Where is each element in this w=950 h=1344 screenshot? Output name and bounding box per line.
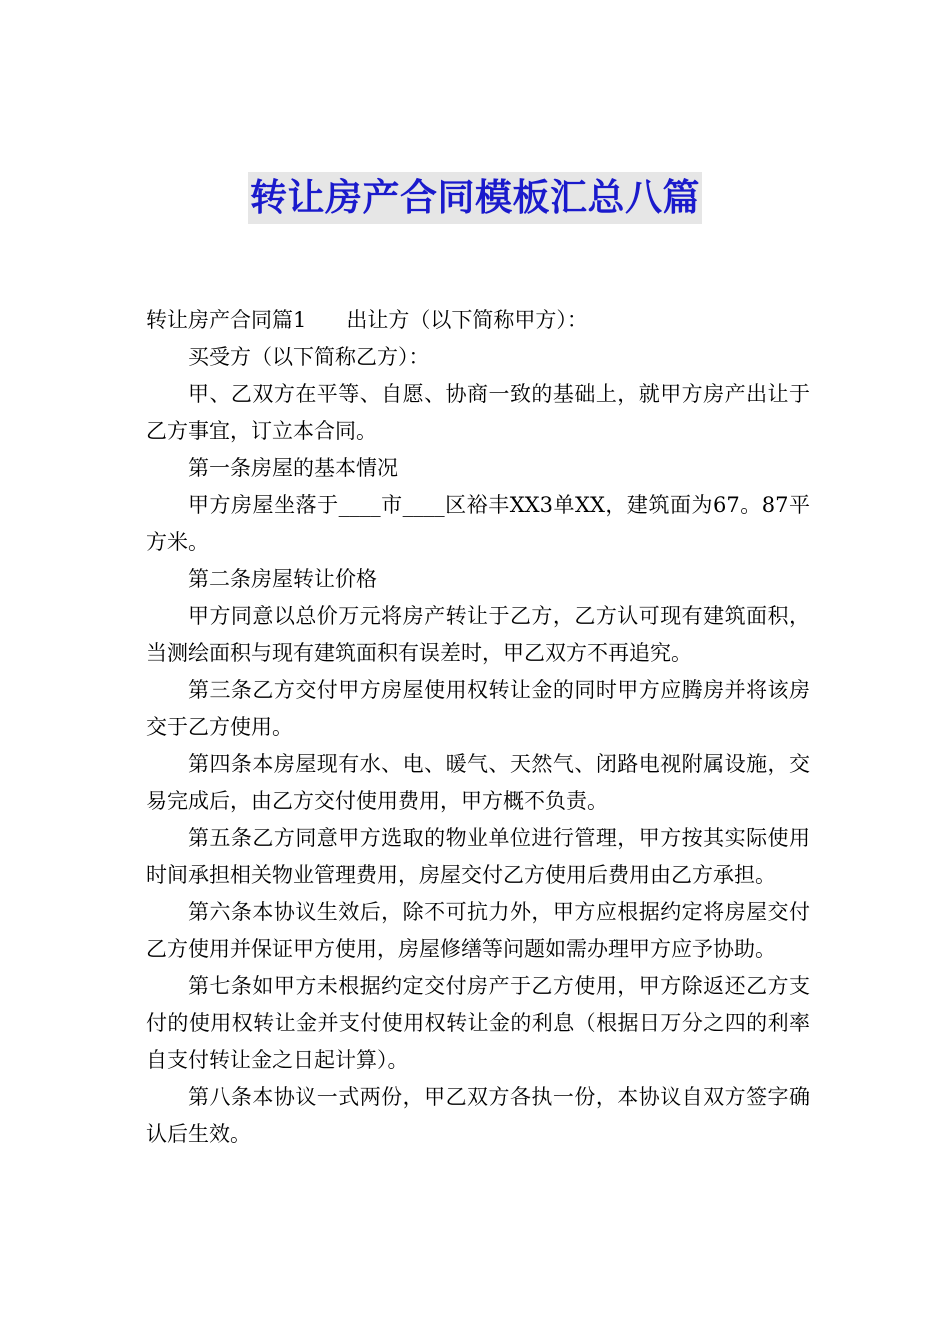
article-6: 第六条本协议生效后，除不可抗力外，甲方应根据约定将房屋交付乙方使用并保证甲方使用，房屋修缮等问题如需办理甲方应予协助。 (146, 900, 810, 961)
document-title: 转让房产合同模板汇总八篇 (248, 172, 702, 224)
article-4: 第四条本房屋现有水、电、暖气、天然气、闭路电视附属设施，交易完成后，由乙方交付使用费用，甲方概不负责。 (146, 752, 810, 813)
section-heading: 转让房产合同篇1 (146, 308, 307, 332)
article-2-text: 甲方同意以总价万元将房产转让于乙方，乙方认可现有建筑面积，当测绘面积与现有建筑面积有误差时，甲乙双方不再追究。 (146, 604, 810, 665)
article-5: 第五条乙方同意甲方选取的物业单位进行管理，甲方按其实际使用时间承担相关物业管理费用，房屋交付乙方使用后费用由乙方承担。 (146, 826, 810, 887)
paragraph-intro: 甲、乙双方在平等、自愿、协商一致的基础上，就甲方房产出让于乙方事宜，订立本合同。 (146, 382, 810, 443)
article-1-text: 甲方房屋坐落于____市____区裕丰XX3单XX，建筑面为67。87平方米。 (146, 493, 810, 554)
first-paragraph (146, 302, 810, 339)
article-7: 第七条如甲方未根据约定交付房产于乙方使用，甲方除返还乙方支付的使用权转让金并支付使用权转让金的利息（根据日万分之四的利率自支付转让金之日起计算）。 (146, 974, 810, 1072)
article-8: 第八条本协议一式两份，甲乙双方各执一份，本协议自双方签字确认后生效。 (146, 1085, 810, 1146)
paragraph-seller: 出让方（以下简称甲方）： (346, 308, 588, 332)
article-2-heading: 第二条房屋转让价格 (188, 567, 377, 591)
article-3: 第三条乙方交付甲方房屋使用权转让金的同时甲方应腾房并将该房交于乙方使用。 (146, 678, 810, 739)
article-1-heading: 第一条房屋的基本情况 (188, 456, 398, 480)
paragraph-buyer: 买受方（以下简称乙方）： (188, 345, 430, 369)
document-body (146, 302, 810, 1153)
title-container (0, 172, 950, 224)
